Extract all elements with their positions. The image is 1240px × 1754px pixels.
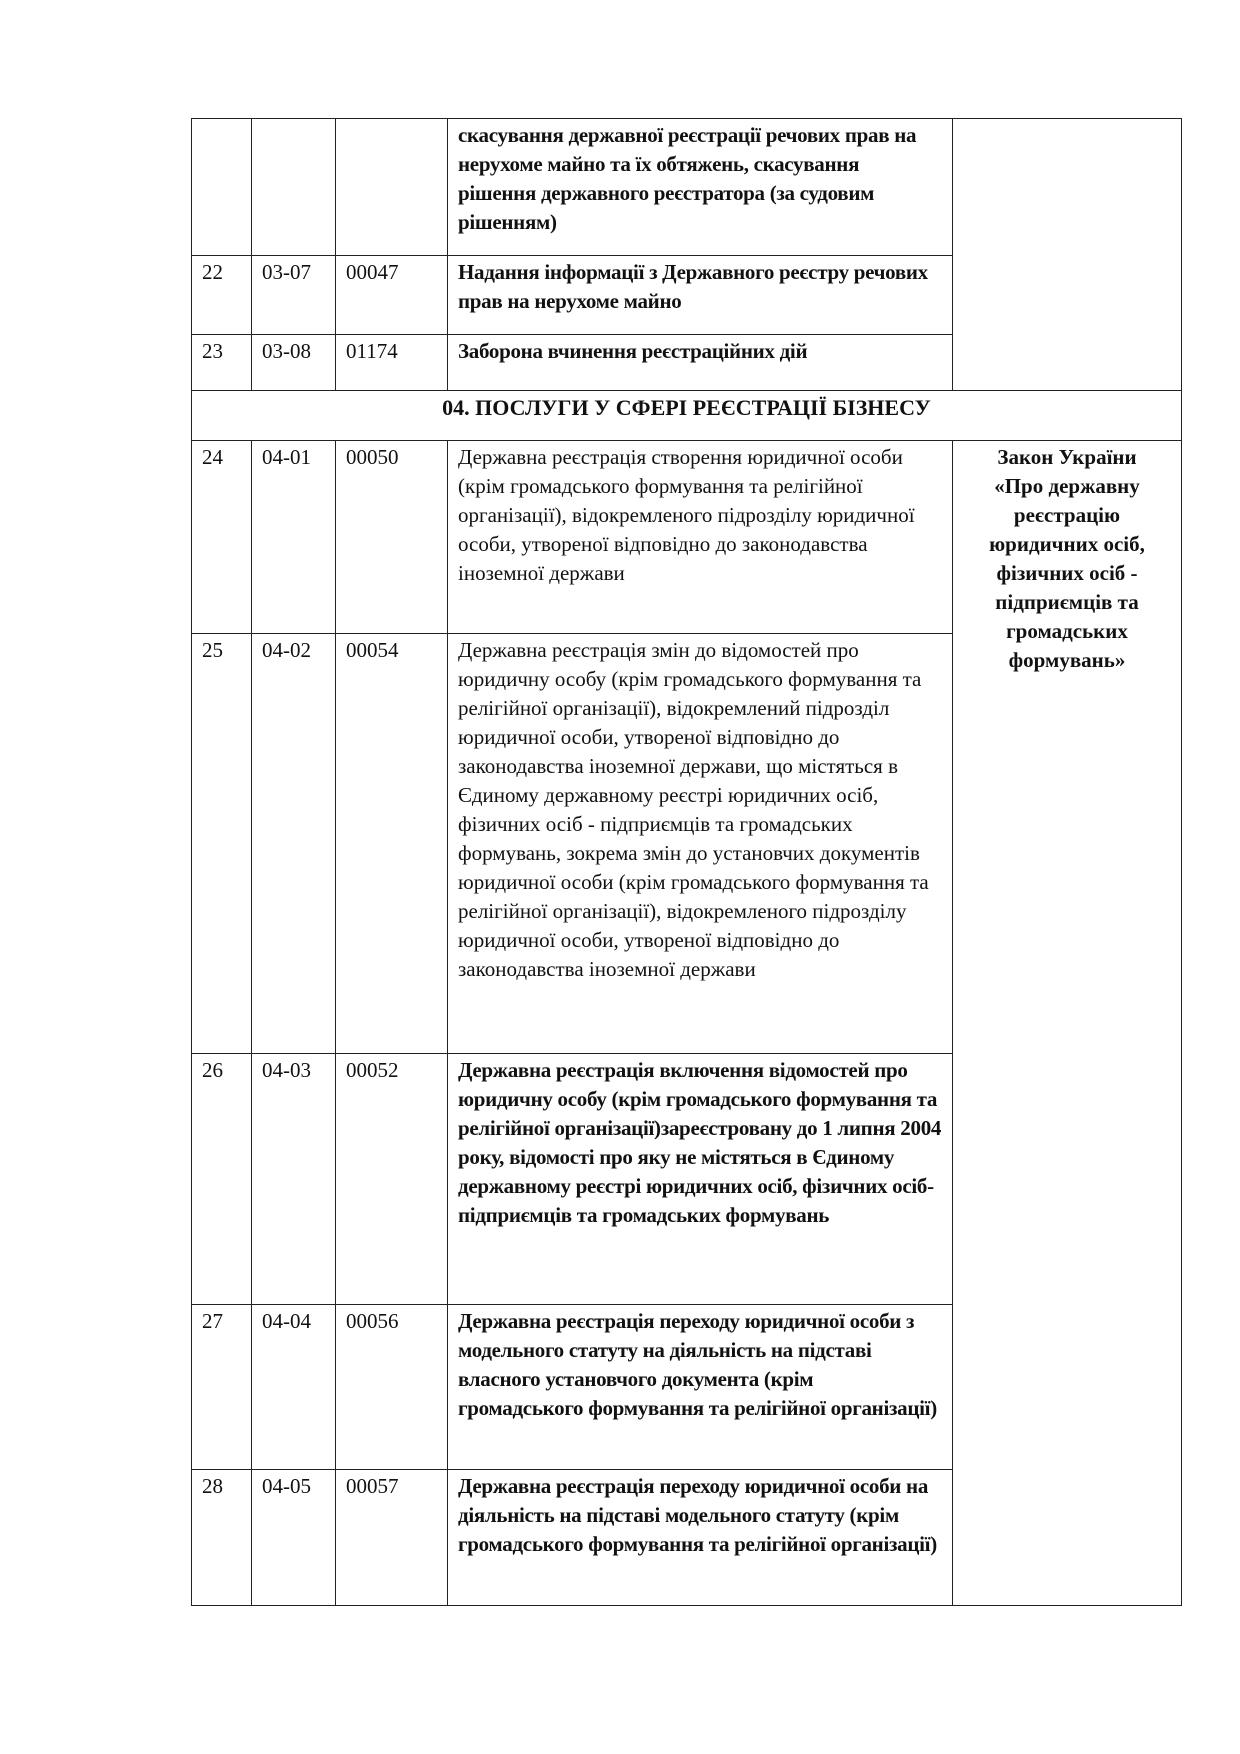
service-code-cell: 04-04 <box>252 1305 336 1470</box>
law-line: фізичних осіб - <box>996 561 1138 585</box>
service-code-cell: 04-05 <box>252 1470 336 1606</box>
row-number-cell: 24 <box>192 441 252 634</box>
service-name-cell: Надання інформації з Державного реєстру речових прав на нерухоме майно <box>448 256 953 335</box>
services-table <box>191 118 1182 1606</box>
service-name-cell: Державна реєстрація включення відомостей про юридичну особу (крім громадського формування та релігійної організації)зареєстровану до 1 липня 2004 року, відомості про яку не містяться в Єдиному державному реєстрі юридичних осіб, фізичних осіб-підприємців та громадських формувань <box>448 1054 953 1305</box>
service-code-cell: 04-01 <box>252 441 336 634</box>
law-line: формувань» <box>1008 648 1126 672</box>
service-id-cell: 00050 <box>336 441 448 634</box>
service-code-cell: 04-03 <box>252 1054 336 1305</box>
section-header-row <box>192 391 1182 441</box>
service-code-cell: 04-02 <box>252 634 336 1054</box>
service-name-cell: Державна реєстрація переходу юридичної особи на діяльність на підставі модельного статуту (крім громадського формування та релігійної організації) <box>448 1470 953 1606</box>
law-line: підприємців та <box>995 590 1139 614</box>
service-code-cell: 03-08 <box>252 335 336 391</box>
service-id-cell: 00056 <box>336 1305 448 1470</box>
service-name-cell: скасування державної реєстрації речових прав на нерухоме майно та їх обтяжень, скасування рішення державного реєстратора (за судовим рішенням) <box>448 119 953 256</box>
service-id-cell: 01174 <box>336 335 448 391</box>
service-name-cell: Державна реєстрація змін до відомостей про юридичну особу (крім громадського формування та релігійної організації), відокремлений підрозділ юридичної особи, утвореної відповідно до законодавства іноземної держави, що містяться в Єдиному державному реєстрі юридичних осіб, фізичних осіб - підприємців та громадських формувань, зокрема змін до установчих документів юридичної особи (крім громадського формування та релігійної організації), відокремленого підрозділу юридичної особи, утвореної відповідно до законодавства іноземної держави <box>448 634 953 1054</box>
service-id-cell <box>336 119 448 256</box>
service-id-cell: 00057 <box>336 1470 448 1606</box>
law-line: реєстрацію <box>1013 503 1121 527</box>
row-number-cell: 23 <box>192 335 252 391</box>
service-name-cell: Державна реєстрація переходу юридичної особи з модельного статуту на діяльність на підставі власного установчого документа (крім громадського формування та релігійної організації) <box>448 1305 953 1470</box>
row-number-cell <box>192 119 252 256</box>
row-number-cell: 27 <box>192 1305 252 1470</box>
service-id-cell: 00052 <box>336 1054 448 1305</box>
table-row <box>192 119 1182 256</box>
row-number-cell: 22 <box>192 256 252 335</box>
service-id-cell: 00054 <box>336 634 448 1054</box>
law-reference-cell <box>953 441 1182 1606</box>
law-line: «Про державну <box>994 474 1140 498</box>
row-number-cell: 25 <box>192 634 252 1054</box>
service-name-cell: Державна реєстрація створення юридичної особи (крім громадського формування та релігійної організації), відокремленого підрозділу юридичної особи, утвореної відповідно до законодавства іноземної держави <box>448 441 953 634</box>
section-title: 04. ПОСЛУГИ У СФЕРІ РЕЄСТРАЦІЇ БІЗНЕСУ <box>192 391 1182 441</box>
service-id-cell: 00047 <box>336 256 448 335</box>
row-number-cell: 26 <box>192 1054 252 1305</box>
law-line: Закон України <box>997 445 1137 469</box>
service-name-cell: Заборона вчинення реєстраційних дій <box>448 335 953 391</box>
law-line: громадських <box>1006 619 1128 643</box>
law-cell <box>953 119 1182 391</box>
row-number-cell: 28 <box>192 1470 252 1606</box>
service-code-cell: 03-07 <box>252 256 336 335</box>
service-code-cell <box>252 119 336 256</box>
table-row <box>192 441 1182 634</box>
law-line: юридичних осіб, <box>989 532 1145 556</box>
